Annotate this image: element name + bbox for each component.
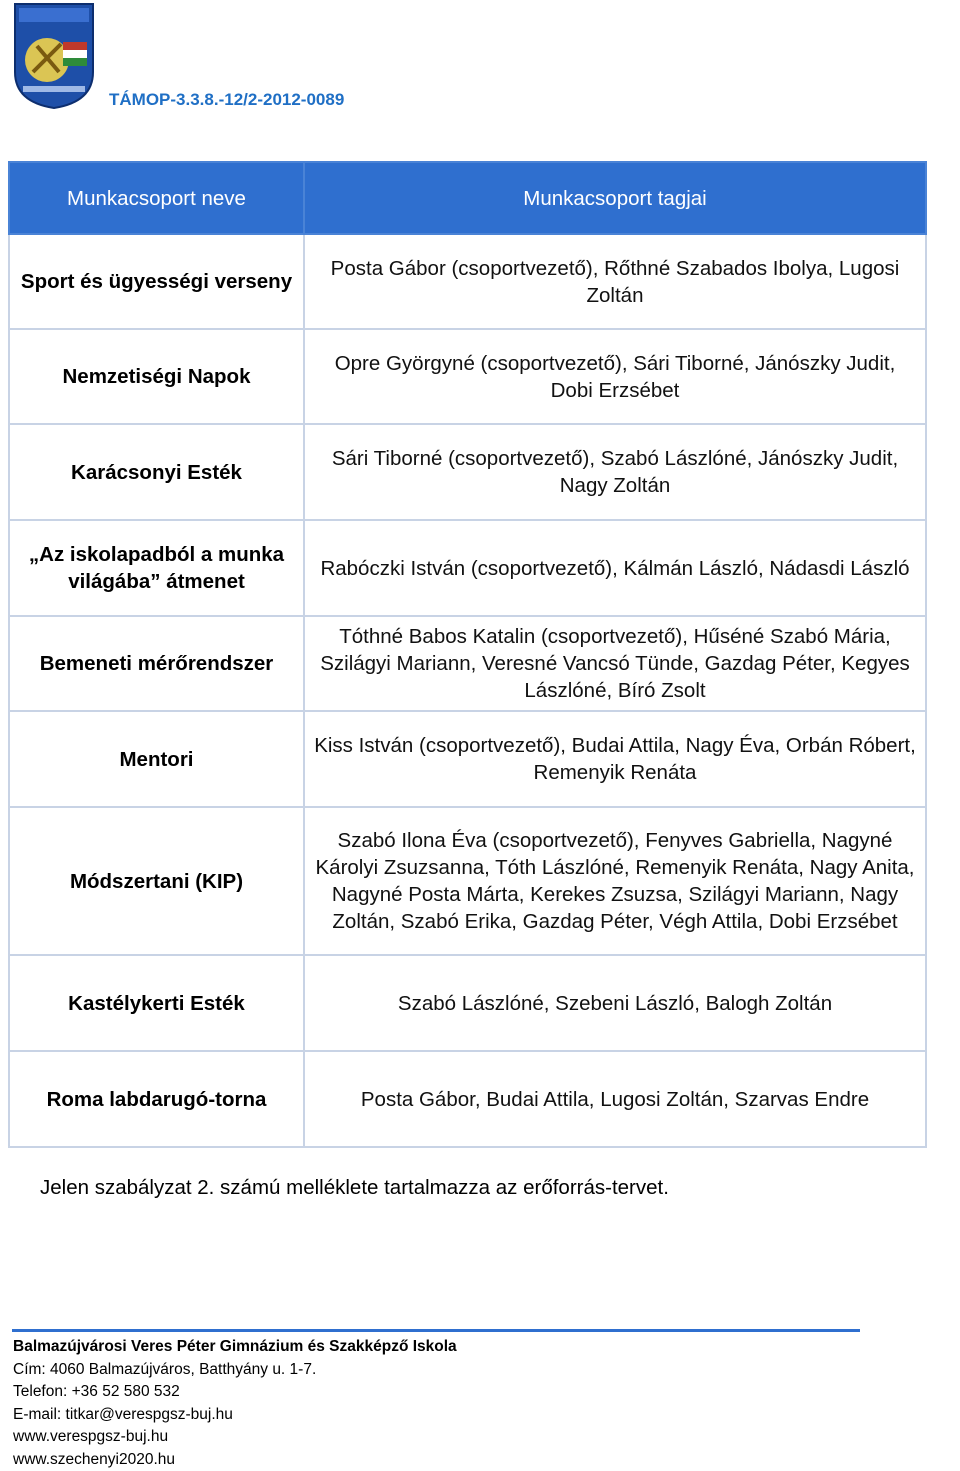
footer-email: E-mail: titkar@verespgsz-buj.hu — [13, 1404, 457, 1427]
footer — [13, 1336, 457, 1471]
group-members: Posta Gábor, Budai Attila, Lugosi Zoltán, Szarvas Endre — [304, 1051, 926, 1147]
school-crest-icon — [13, 2, 95, 110]
group-members: Szabó Lászlóné, Szebeni László, Balogh Zoltán — [304, 955, 926, 1051]
table-row — [9, 234, 926, 329]
table-row — [9, 1051, 926, 1147]
table-row — [9, 711, 926, 807]
project-code: TÁMOP-3.3.8.-12/2-2012-0089 — [109, 90, 344, 110]
table-row — [9, 424, 926, 520]
table-row — [9, 807, 926, 955]
group-members: Rabóczki István (csoportvezető), Kálmán László, Nádasdi László — [304, 520, 926, 616]
footer-org-name: Balmazújvárosi Veres Péter Gimnázium és Szakképző Iskola — [13, 1336, 457, 1359]
group-members: Szabó Ilona Éva (csoportvezető), Fenyves Gabriella, Nagyné Károlyi Zsuzsanna, Tóth Lászlóné, Remenyik Renáta, Nagy Anita, Nagyné Posta Márta, Kerekes Zsuzsa, Szilágyi Mariann, Nagy Zoltán, Szabó Erika, Gazdag Péter, Végh Attila, Dobi Erzsébet — [304, 807, 926, 955]
group-name: Mentori — [9, 711, 304, 807]
group-name: Módszertani (KIP) — [9, 807, 304, 955]
table-row — [9, 329, 926, 424]
group-members: Posta Gábor (csoportvezető), Rőthné Szabados Ibolya, Lugosi Zoltán — [304, 234, 926, 329]
group-name: Kastélykerti Esték — [9, 955, 304, 1051]
group-members: Opre Györgyné (csoportvezető), Sári Tiborné, Jánószky Judit, Dobi Erzsébet — [304, 329, 926, 424]
group-name: „Az iskolapadból a munka világába” átmenet — [9, 520, 304, 616]
workgroup-table — [8, 161, 927, 1148]
column-header-group-name: Munkacsoport neve — [9, 162, 304, 234]
footer-website-link[interactable]: www.szechenyi2020.hu — [13, 1449, 457, 1471]
footer-website-link[interactable]: www.verespgsz-buj.hu — [13, 1426, 457, 1449]
footer-address: Cím: 4060 Balmazújváros, Batthyány u. 1-7. — [13, 1359, 457, 1382]
table-row — [9, 520, 926, 616]
group-name: Karácsonyi Esték — [9, 424, 304, 520]
group-name: Nemzetiségi Napok — [9, 329, 304, 424]
group-members: Sári Tiborné (csoportvezető), Szabó Lászlóné, Jánószky Judit, Nagy Zoltán — [304, 424, 926, 520]
column-header-group-members: Munkacsoport tagjai — [304, 162, 926, 234]
table-row — [9, 616, 926, 711]
group-members: Kiss István (csoportvezető), Budai Attila, Nagy Éva, Orbán Róbert, Remenyik Renáta — [304, 711, 926, 807]
table-header-row — [9, 162, 926, 234]
group-members: Tóthné Babos Katalin (csoportvezető), Hűséné Szabó Mária, Szilágyi Mariann, Veresné Vancsó Tünde, Gazdag Péter, Kegyes Lászlóné, Bíró Zsolt — [304, 616, 926, 711]
group-name: Bemeneti mérőrendszer — [9, 616, 304, 711]
note-text: Jelen szabályzat 2. számú melléklete tartalmazza az erőforrás-tervet. — [40, 1176, 669, 1200]
group-name: Sport és ügyességi verseny — [9, 234, 304, 329]
footer-divider — [12, 1329, 860, 1332]
group-name: Roma labdarugó-torna — [9, 1051, 304, 1147]
table-row — [9, 955, 926, 1051]
footer-phone: Telefon: +36 52 580 532 — [13, 1381, 457, 1404]
